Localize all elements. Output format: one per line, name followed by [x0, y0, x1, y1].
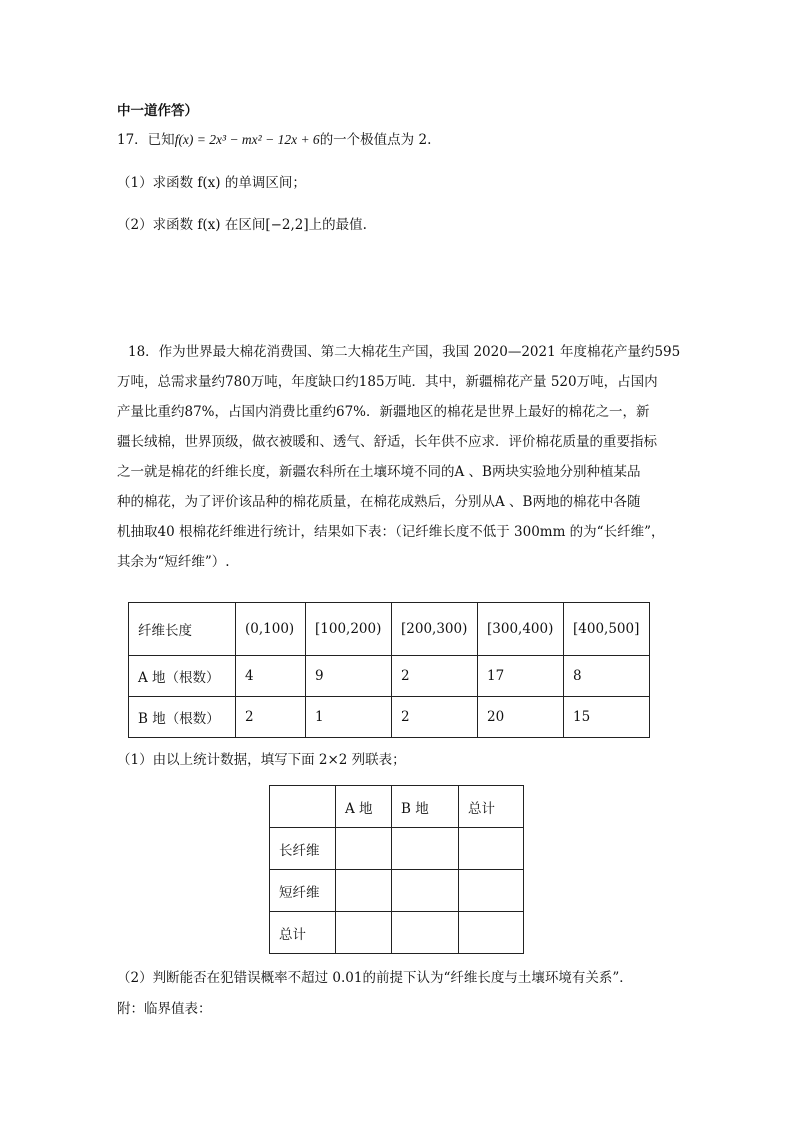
table-header-cell: [200,300)	[392, 603, 478, 656]
table-cell: 总计	[270, 912, 336, 954]
q17-stem-prefix: 17．已知	[117, 132, 175, 148]
table-cell: 15	[564, 697, 650, 738]
table-cell-empty	[392, 870, 459, 912]
fiber-length-table	[128, 602, 650, 738]
q18-line: 机抽取40 根棉花纤维进行统计，结果如下表：（记纤维长度不低于 300mm 的为“长纤维”，	[117, 524, 665, 540]
table-cell: B 地（根数）	[129, 697, 236, 738]
table-cell: 4	[236, 656, 306, 697]
table-cell-empty	[459, 870, 524, 912]
section-tail-text: 中一道作答）	[117, 103, 198, 119]
table-row	[129, 656, 650, 697]
q17-stem	[117, 128, 431, 148]
q18-line: 产量比重约87%，占国内消费比重约67%．新疆地区的棉花是世界上最好的棉花之一，新	[117, 404, 650, 420]
q18-line: 之一就是棉花的纤维长度，新疆农科所在土壤环境不同的A 、B两块实验地分别种植某品	[117, 464, 641, 480]
table-header-row	[270, 786, 524, 828]
table-cell: 2	[392, 697, 478, 738]
q18-paragraph	[117, 337, 681, 577]
table-cell-empty	[336, 870, 392, 912]
table-header-row	[129, 603, 650, 656]
table-header-cell: 纤维长度	[129, 603, 236, 656]
appendix-label: 附：临界值表：	[117, 1001, 212, 1017]
table-row	[129, 697, 650, 738]
table-header-cell: B 地	[392, 786, 459, 828]
q18-line: 疆长绒棉，世界顶级，做衣被暖和、透气、舒适，长年供不应求．评价棉花质量的重要指标	[117, 434, 657, 450]
table-cell: 长纤维	[270, 828, 336, 870]
q18-line: 其余为“短纤维”）.	[117, 554, 230, 570]
table-cell-empty	[459, 828, 524, 870]
table-header-cell: [100,200)	[306, 603, 392, 656]
q17-stem-suffix: 的一个极值点为 2.	[319, 132, 432, 148]
table-cell: 9	[306, 656, 392, 697]
q17-part2: （2）求函数 f(x) 在区间[−2,2]上的最值.	[117, 217, 367, 233]
table-cell: 17	[478, 656, 564, 697]
table-row	[270, 912, 524, 954]
q17-function: f(x) = 2x³ − mx² − 12x + 6	[174, 132, 320, 147]
q18-line: 万吨，总需求量约780万吨，年度缺口约185万吨．其中，新疆棉花产量 520万吨，占国内	[117, 374, 658, 390]
q18-line: 种的棉花，为了评价该品种的棉花质量，在棉花成熟后，分别从A 、B两地的棉花中各随	[117, 494, 641, 510]
q18-part2: （2）判断能否在犯错误概率不超过 0.01的前提下认为“纤维长度与土壤环境有关系”．	[117, 970, 633, 986]
table-header-cell: [400,500]	[564, 603, 650, 656]
table-row	[270, 870, 524, 912]
table-cell: 2	[392, 656, 478, 697]
q18-line: 18．作为世界最大棉花消费国、第二大棉花生产国，我国 2020—2021 年度棉花产量约595	[128, 344, 681, 360]
table-cell-empty	[336, 828, 392, 870]
table-header-cell: A 地	[336, 786, 392, 828]
table-row	[270, 828, 524, 870]
table-header-cell: (0,100)	[236, 603, 306, 656]
table-cell: 1	[306, 697, 392, 738]
contingency-table	[269, 785, 524, 954]
table-header-cell	[270, 786, 336, 828]
table-cell: 短纤维	[270, 870, 336, 912]
table-cell: A 地（根数）	[129, 656, 236, 697]
q18-part1: （1）由以上统计数据，填写下面 2×2 列联表；	[117, 752, 406, 768]
table-header-cell: [300,400)	[478, 603, 564, 656]
table-cell-empty	[392, 912, 459, 954]
table-cell-empty	[392, 828, 459, 870]
table-cell-empty	[459, 912, 524, 954]
table-cell: 2	[236, 697, 306, 738]
table-header-cell: 总计	[459, 786, 524, 828]
table-cell: 8	[564, 656, 650, 697]
table-cell-empty	[336, 912, 392, 954]
q17-part1: （1）求函数 f(x) 的单调区间；	[117, 175, 306, 191]
table-cell: 20	[478, 697, 564, 738]
